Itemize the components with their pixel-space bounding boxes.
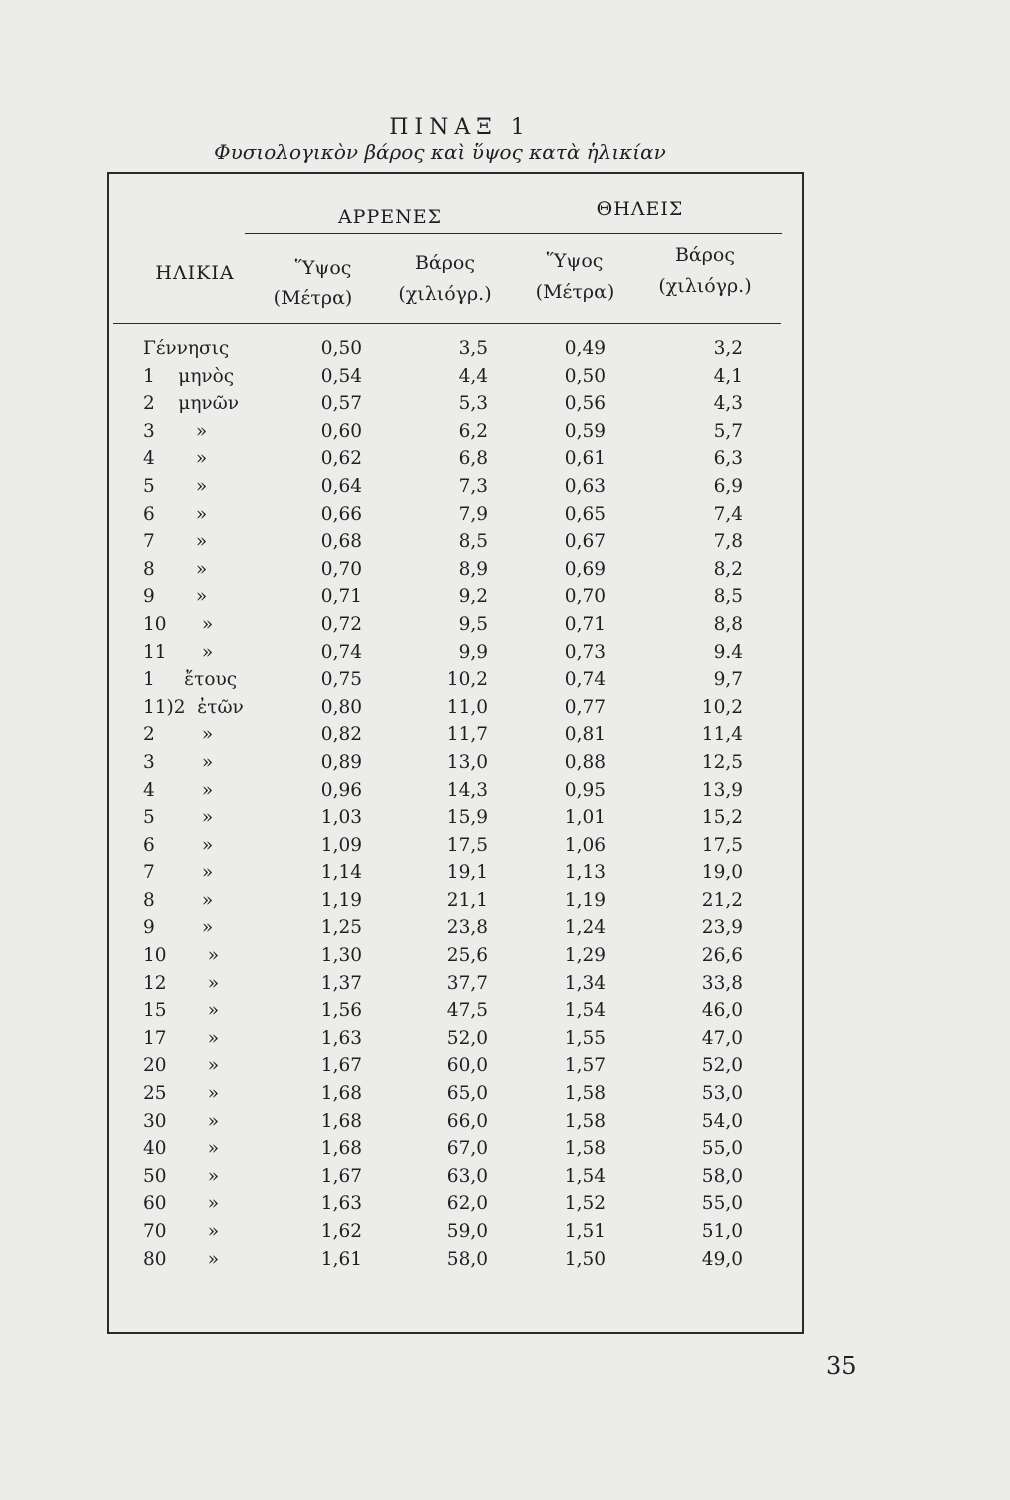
female-height-cell: 1,52 xyxy=(564,1193,606,1215)
female-height-unit: (Μέτρα) xyxy=(535,281,615,303)
age-cell: 5 » xyxy=(143,475,208,497)
age-cell: 1 ἔτους xyxy=(143,669,238,691)
table-row xyxy=(0,504,1010,532)
table-row xyxy=(0,366,1010,394)
age-cell: 11)2 ἐτῶν xyxy=(143,696,244,718)
male-weight-cell: 9,9 xyxy=(458,641,488,663)
female-height-cell: 1,54 xyxy=(564,1165,606,1187)
male-height-cell: 0,62 xyxy=(320,448,362,470)
female-weight-cell: 55,0 xyxy=(701,1193,743,1215)
male-height-cell: 1,19 xyxy=(320,889,362,911)
female-height-cell: 0,65 xyxy=(564,503,606,525)
male-height-cell: 0,71 xyxy=(320,586,362,608)
male-height-cell: 1,03 xyxy=(320,807,362,829)
female-height-cell: 0,77 xyxy=(564,696,606,718)
table-row xyxy=(0,1055,1010,1083)
female-weight-cell: 55,0 xyxy=(701,1138,743,1160)
female-weight-cell: 19,0 xyxy=(701,862,743,884)
male-weight-cell: 3,5 xyxy=(458,338,488,359)
male-weight-cell: 21,1 xyxy=(446,889,488,911)
male-height-cell: 1,37 xyxy=(320,972,362,994)
female-weight-header: Βάρος xyxy=(674,244,736,266)
male-height-cell: 0,64 xyxy=(320,475,362,497)
male-weight-cell: 9,2 xyxy=(458,586,488,608)
table-row xyxy=(0,890,1010,918)
age-cell: 80 » xyxy=(143,1248,220,1270)
age-cell: 3 » xyxy=(143,751,214,773)
age-cell: 8 » xyxy=(143,558,208,580)
female-weight-cell: 23,9 xyxy=(701,917,743,939)
age-cell: 12 » xyxy=(143,972,220,994)
female-weight-cell: 53,0 xyxy=(701,1083,743,1105)
male-height-cell: 0,80 xyxy=(320,696,362,718)
male-weight-cell: 47,5 xyxy=(446,1000,488,1022)
table-row xyxy=(0,421,1010,449)
female-weight-cell: 13,9 xyxy=(701,779,743,801)
male-weight-cell: 15,9 xyxy=(446,807,488,829)
female-weight-cell: 17,5 xyxy=(701,834,743,856)
table-row xyxy=(0,669,1010,697)
female-height-cell: 0,81 xyxy=(564,724,606,746)
female-weight-cell: 8,5 xyxy=(713,586,743,608)
age-cell: 11 » xyxy=(143,641,214,663)
female-height-cell: 1,54 xyxy=(564,1000,606,1022)
female-weight-cell: 4,1 xyxy=(713,365,743,387)
table-row xyxy=(0,807,1010,835)
table-row xyxy=(0,531,1010,559)
header-divider-groups xyxy=(245,233,782,234)
female-weight-cell: 7,4 xyxy=(713,503,743,525)
age-cell: Γέννησις xyxy=(143,338,230,359)
male-weight-cell: 67,0 xyxy=(446,1138,488,1160)
table-row xyxy=(0,476,1010,504)
female-height-cell: 0,95 xyxy=(564,779,606,801)
age-cell: 5 » xyxy=(143,807,214,829)
age-cell: 15 » xyxy=(143,1000,220,1022)
age-cell: 4 » xyxy=(143,448,208,470)
male-weight-cell: 11,7 xyxy=(446,724,488,746)
female-weight-cell: 10,2 xyxy=(701,696,743,718)
female-height-cell: 1,57 xyxy=(564,1055,606,1077)
table-row xyxy=(0,1249,1010,1277)
age-cell: 17 » xyxy=(143,1027,220,1049)
female-height-cell: 1,58 xyxy=(564,1083,606,1105)
male-height-cell: 1,67 xyxy=(320,1165,362,1187)
female-height-cell: 0,59 xyxy=(564,420,606,442)
male-weight-cell: 62,0 xyxy=(446,1193,488,1215)
male-height-cell: 0,60 xyxy=(320,420,362,442)
male-weight-cell: 9,5 xyxy=(458,613,488,635)
age-cell: 7 » xyxy=(143,862,214,884)
female-weight-cell: 51,0 xyxy=(701,1221,743,1242)
male-weight-cell: 60,0 xyxy=(446,1055,488,1077)
age-cell: 2 μηνῶν xyxy=(143,393,239,415)
male-weight-cell: 17,5 xyxy=(446,834,488,856)
female-weight-cell: 9,7 xyxy=(713,669,743,691)
age-cell: 60 » xyxy=(143,1193,220,1215)
male-weight-cell: 8,5 xyxy=(458,531,488,553)
male-weight-cell: 8,9 xyxy=(458,558,488,580)
table-row xyxy=(0,862,1010,890)
female-height-cell: 0,56 xyxy=(564,393,606,415)
male-height-cell: 0,82 xyxy=(320,724,362,746)
female-weight-cell: 46,0 xyxy=(701,1000,743,1022)
female-weight-cell: 6,9 xyxy=(713,475,743,497)
table-subtitle: Φυσιολογικὸν βάρος καὶ ὕψος κατὰ ἡλικίαν xyxy=(214,140,666,164)
male-weight-unit: (χιλιόγρ.) xyxy=(398,283,492,305)
male-height-cell: 1,63 xyxy=(320,1193,362,1215)
female-weight-cell: 7,8 xyxy=(713,531,743,553)
table-row xyxy=(0,1138,1010,1166)
age-cell: 6 » xyxy=(143,834,214,856)
age-cell: 9 » xyxy=(143,586,208,608)
female-height-cell: 1,51 xyxy=(564,1221,606,1242)
age-cell: 25 » xyxy=(143,1083,220,1105)
age-cell: 20 » xyxy=(143,1055,220,1077)
table-row xyxy=(0,835,1010,863)
female-height-header: Ὕψος xyxy=(546,250,604,272)
female-weight-cell: 11,4 xyxy=(701,724,743,746)
female-weight-cell: 8,8 xyxy=(713,613,743,635)
age-cell: 8 » xyxy=(143,889,214,911)
female-weight-cell: 47,0 xyxy=(701,1027,743,1049)
female-weight-cell: 54,0 xyxy=(701,1110,743,1132)
male-height-cell: 0,74 xyxy=(320,641,362,663)
female-height-cell: 1,13 xyxy=(564,862,606,884)
female-height-cell: 1,19 xyxy=(564,889,606,911)
female-weight-cell: 9.4 xyxy=(713,641,743,663)
male-weight-cell: 4,4 xyxy=(458,365,488,387)
female-height-cell: 0,73 xyxy=(564,641,606,663)
female-height-cell: 1,58 xyxy=(564,1138,606,1160)
male-height-cell: 1,25 xyxy=(320,917,362,939)
table-row xyxy=(0,1083,1010,1111)
female-height-cell: 0,88 xyxy=(564,751,606,773)
age-cell: 4 » xyxy=(143,779,214,801)
male-height-cell: 0,66 xyxy=(320,503,362,525)
male-weight-cell: 19,1 xyxy=(446,862,488,884)
table-row xyxy=(0,448,1010,476)
male-weight-cell: 23,8 xyxy=(446,917,488,939)
male-weight-cell: 52,0 xyxy=(446,1027,488,1049)
female-height-cell: 0,70 xyxy=(564,586,606,608)
female-height-cell: 1,34 xyxy=(564,972,606,994)
male-height-cell: 1,56 xyxy=(320,1000,362,1022)
male-height-cell: 1,09 xyxy=(320,834,362,856)
male-weight-cell: 66,0 xyxy=(446,1110,488,1132)
female-height-cell: 1,01 xyxy=(564,807,606,829)
age-cell: 3 » xyxy=(143,420,208,442)
age-cell: 70 » xyxy=(143,1221,220,1242)
table-row xyxy=(0,642,1010,670)
male-weight-cell: 37,7 xyxy=(446,972,488,994)
age-cell: 40 » xyxy=(143,1138,220,1160)
table-row xyxy=(0,780,1010,808)
table-row xyxy=(0,614,1010,642)
age-cell: 1 μηνὸς xyxy=(143,365,235,387)
male-weight-cell: 59,0 xyxy=(446,1221,488,1242)
male-height-cell: 1,68 xyxy=(320,1110,362,1132)
age-cell: 7 » xyxy=(143,531,208,553)
table-row xyxy=(0,586,1010,614)
male-height-cell: 1,67 xyxy=(320,1055,362,1077)
male-height-cell: 0,72 xyxy=(320,613,362,635)
table-row xyxy=(0,1000,1010,1028)
male-weight-cell: 65,0 xyxy=(446,1083,488,1105)
female-weight-cell: 49,0 xyxy=(701,1248,743,1270)
female-weight-cell: 58,0 xyxy=(701,1165,743,1187)
male-height-cell: 1,61 xyxy=(320,1248,362,1270)
female-height-cell: 0,49 xyxy=(564,338,606,359)
table-row xyxy=(0,1028,1010,1056)
age-cell: 2 » xyxy=(143,724,214,746)
female-weight-cell: 3,2 xyxy=(713,338,743,359)
female-height-cell: 0,50 xyxy=(564,365,606,387)
male-weight-cell: 7,3 xyxy=(458,475,488,497)
female-weight-cell: 21,2 xyxy=(701,889,743,911)
female-height-cell: 1,29 xyxy=(564,945,606,967)
table-row xyxy=(0,697,1010,725)
male-height-cell: 0,54 xyxy=(320,365,362,387)
female-height-cell: 0,69 xyxy=(564,558,606,580)
page-number: 35 xyxy=(826,1352,857,1380)
table-row xyxy=(0,724,1010,752)
male-height-cell: 0,75 xyxy=(320,669,362,691)
table-row xyxy=(0,945,1010,973)
female-height-cell: 1,06 xyxy=(564,834,606,856)
header-divider-bottom xyxy=(113,323,781,324)
male-height-cell: 0,96 xyxy=(320,779,362,801)
male-height-cell: 1,63 xyxy=(320,1027,362,1049)
male-weight-header: Βάρος xyxy=(414,252,476,274)
female-height-cell: 1,24 xyxy=(564,917,606,939)
male-height-header: Ὕψος xyxy=(294,257,352,279)
female-weight-cell: 26,6 xyxy=(701,945,743,967)
female-weight-cell: 15,2 xyxy=(701,807,743,829)
female-weight-cell: 52,0 xyxy=(701,1055,743,1077)
male-weight-cell: 58,0 xyxy=(446,1248,488,1270)
female-weight-unit: (χιλιόγρ.) xyxy=(658,275,752,297)
age-cell: 10 » xyxy=(143,945,220,967)
age-cell: 9 » xyxy=(143,917,214,939)
table-row xyxy=(0,917,1010,945)
male-height-cell: 0,70 xyxy=(320,558,362,580)
female-height-cell: 1,50 xyxy=(564,1248,606,1270)
male-height-cell: 1,62 xyxy=(320,1221,362,1242)
table-row xyxy=(0,559,1010,587)
male-weight-cell: 14,3 xyxy=(446,779,488,801)
male-height-cell: 1,14 xyxy=(320,862,362,884)
female-weight-cell: 33,8 xyxy=(701,972,743,994)
table-row xyxy=(0,1221,1010,1249)
male-weight-cell: 13,0 xyxy=(446,751,488,773)
female-weight-cell: 6,3 xyxy=(713,448,743,470)
males-header: ΑΡΡΕΝΕΣ xyxy=(337,206,443,228)
male-height-cell: 0,50 xyxy=(320,338,362,359)
male-weight-cell: 25,6 xyxy=(446,945,488,967)
male-height-cell: 1,30 xyxy=(320,945,362,967)
females-header: ΘΗΛΕΙΣ xyxy=(596,198,684,220)
age-cell: 50 » xyxy=(143,1165,220,1187)
female-height-cell: 0,67 xyxy=(564,531,606,553)
male-height-cell: 0,57 xyxy=(320,393,362,415)
female-height-cell: 0,63 xyxy=(564,475,606,497)
table-body xyxy=(0,338,1010,1276)
male-weight-cell: 63,0 xyxy=(446,1165,488,1187)
female-weight-cell: 12,5 xyxy=(701,751,743,773)
male-height-unit: (Μέτρα) xyxy=(273,287,353,309)
female-weight-cell: 5,7 xyxy=(713,420,743,442)
male-weight-cell: 11,0 xyxy=(446,696,488,718)
male-weight-cell: 6,8 xyxy=(458,448,488,470)
female-height-cell: 1,58 xyxy=(564,1110,606,1132)
age-cell: 10 » xyxy=(143,613,214,635)
table-row xyxy=(0,393,1010,421)
male-weight-cell: 7,9 xyxy=(458,503,488,525)
female-height-cell: 0,74 xyxy=(564,669,606,691)
male-height-cell: 0,68 xyxy=(320,531,362,553)
age-header: ΗΛΙΚΙΑ xyxy=(155,262,235,284)
female-height-cell: 0,61 xyxy=(564,448,606,470)
table-title: ΠΙΝΑΞ 1 xyxy=(389,115,531,140)
table-row xyxy=(0,1111,1010,1139)
female-weight-cell: 8,2 xyxy=(713,558,743,580)
table-row xyxy=(0,1166,1010,1194)
age-cell: 30 » xyxy=(143,1110,220,1132)
male-height-cell: 1,68 xyxy=(320,1083,362,1105)
age-cell: 6 » xyxy=(143,503,208,525)
male-weight-cell: 5,3 xyxy=(458,393,488,415)
table-row xyxy=(0,973,1010,1001)
table-row xyxy=(0,338,1010,366)
female-height-cell: 0,71 xyxy=(564,613,606,635)
male-height-cell: 0,89 xyxy=(320,751,362,773)
female-weight-cell: 4,3 xyxy=(713,393,743,415)
female-height-cell: 1,55 xyxy=(564,1027,606,1049)
male-height-cell: 1,68 xyxy=(320,1138,362,1160)
male-weight-cell: 10,2 xyxy=(446,669,488,691)
male-weight-cell: 6,2 xyxy=(458,420,488,442)
table-row xyxy=(0,1193,1010,1221)
table-row xyxy=(0,752,1010,780)
